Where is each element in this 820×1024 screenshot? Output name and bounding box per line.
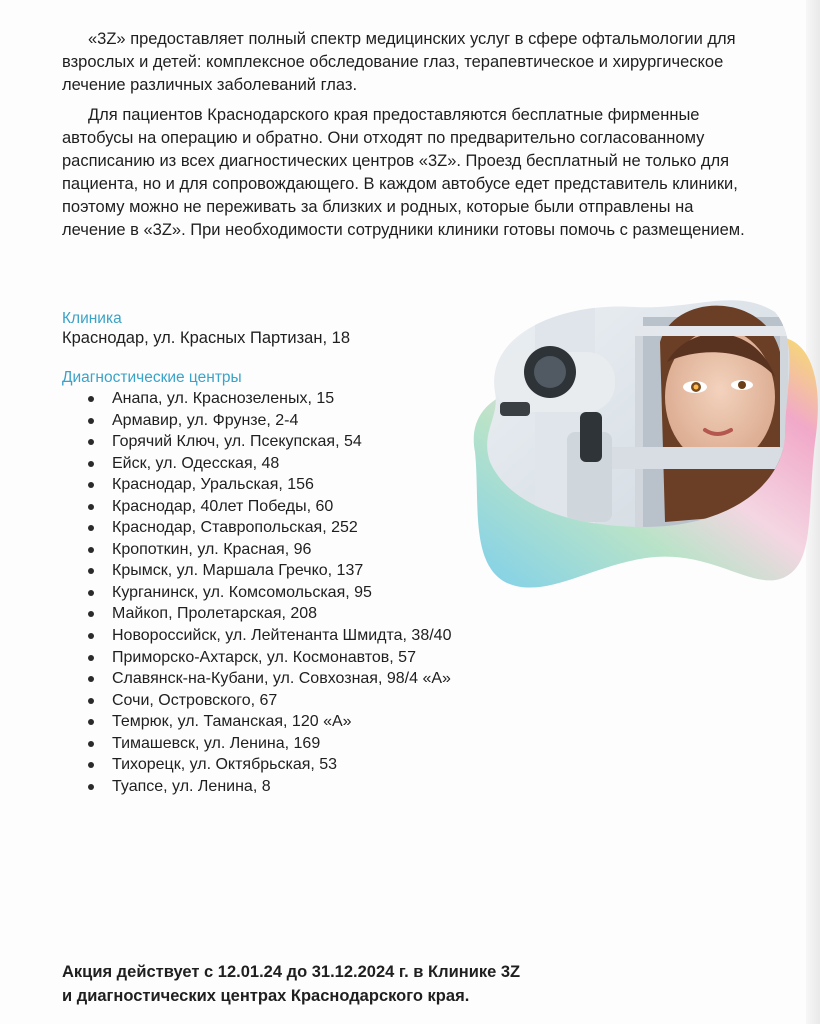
diagnostic-center-item: Тимашевск, ул. Ленина, 169: [62, 733, 451, 755]
promo-footer-line-2: и диагностических центрах Краснодарского края.: [62, 987, 470, 1005]
diagnostic-center-item: Туапсе, ул. Ленина, 8: [62, 776, 451, 798]
intro-paragraph-1: «3Z» предоставляет полный спектр медицинских услуг в сфере офтальмологии для взрослых и детей: комплексное обследование глаз, терапевтическое и хирургическое лечение различных заболеваний глаз.: [62, 30, 736, 94]
diagnostic-centers-list: [62, 388, 451, 797]
diagnostic-center-item: Славянск-на-Кубани, ул. Совхозная, 98/4 «А»: [62, 668, 451, 690]
diagnostic-center-item: Майкоп, Пролетарская, 208: [62, 603, 451, 625]
diagnostic-center-item: Темрюк, ул. Таманская, 120 «А»: [62, 711, 451, 733]
diagnostic-center-item: Анапа, ул. Краснозеленых, 15: [62, 388, 451, 410]
diagnostic-center-item: Приморско-Ахтарск, ул. Космонавтов, 57: [62, 647, 451, 669]
promo-footer: [62, 960, 762, 1008]
promo-footer-line-1: Акция действует с 12.01.24 до 31.12.2024 г. в Клинике 3Z: [62, 963, 521, 981]
clinic-label: Клиника: [62, 310, 122, 327]
diagnostic-center-item: Тихорецк, ул. Октябрьская, 53: [62, 754, 451, 776]
diagnostic-center-item: Ейск, ул. Одесская, 48: [62, 453, 451, 475]
diagnostic-center-item: Краснодар, Уральская, 156: [62, 474, 451, 496]
diagnostic-center-item: Новороссийск, ул. Лейтенанта Шмидта, 38/40: [62, 625, 451, 647]
diagnostic-centers-label: Диагностические центры: [62, 369, 242, 386]
diagnostic-center-item: Краснодар, 40лет Победы, 60: [62, 496, 451, 518]
clinic-address: Краснодар, ул. Красных Партизан, 18: [62, 329, 350, 347]
diagnostic-center-item: Курганинск, ул. Комсомольская, 95: [62, 582, 451, 604]
eye-exam-photo: [455, 282, 820, 607]
diagnostic-center-item: Крымск, ул. Маршала Гречко, 137: [62, 560, 451, 582]
diagnostic-center-item: Горячий Ключ, ул. Псекупская, 54: [62, 431, 451, 453]
diagnostic-center-item: Краснодар, Ставропольская, 252: [62, 517, 451, 539]
diagnostic-center-item: Сочи, Островского, 67: [62, 690, 451, 712]
intro-paragraph-2: Для пациентов Краснодарского края предоставляются бесплатные фирменные автобусы на операцию и обратно. Они отходят по предварительно согласованному расписанию из всех диагностических центров «3Z». Проезд бесплатный не только для пациента, но и для сопровождающего. В каждом автобусе едет представитель клиники, поэтому можно не переживать за близких и родных, которые были отправлены на лечение в «3Z». При необходимости сотрудники клиники готовы помочь с размещением.: [62, 106, 745, 239]
diagnostic-center-item: Кропоткин, ул. Красная, 96: [62, 539, 451, 561]
diagnostic-center-item: Армавир, ул. Фрунзе, 2-4: [62, 410, 451, 432]
